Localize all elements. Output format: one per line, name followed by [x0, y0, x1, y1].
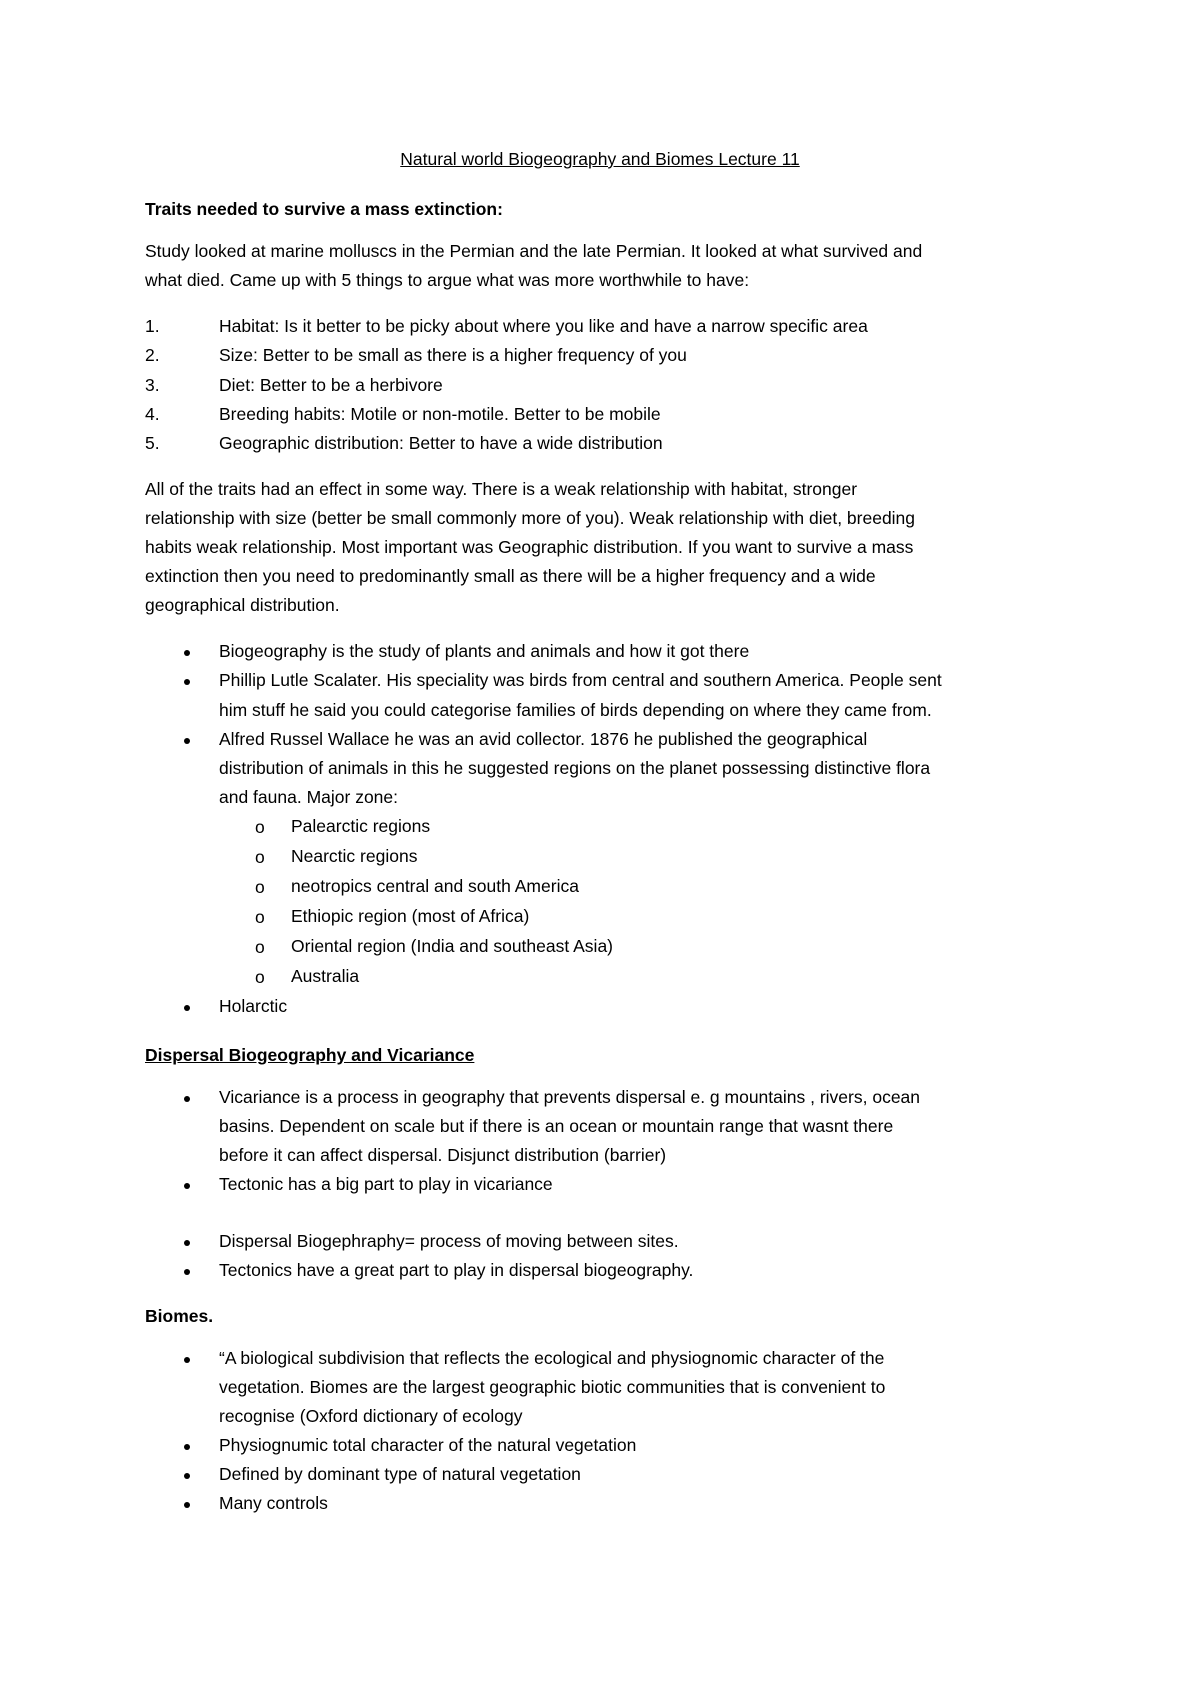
traits-heading: Traits needed to survive a mass extinction: [145, 199, 503, 219]
bullet-text: distribution of animals in this he suggested regions on the planet possessing distinctive flora [219, 758, 931, 778]
bullet-text: before it can affect dispersal. Disjunct distribution (barrier) [219, 1145, 667, 1165]
summary-line: All of the traits had an effect in some way. There is a weak relationship with habitat, stronger [145, 479, 858, 499]
bullet-text: vegetation. Biomes are the largest geographic biotic communities that is convenient to [219, 1377, 886, 1397]
bullet-text: him stuff he said you could categorise families of birds depending on where they came from. [219, 700, 932, 720]
bullet-text: Tectonics have a great part to play in dispersal biogeography. [219, 1260, 694, 1280]
item-text: Geographic distribution: Better to have a wide distribution [219, 433, 663, 453]
item-number: 4. [145, 404, 160, 424]
item-number: 1. [145, 316, 160, 336]
item-number: 5. [145, 433, 160, 453]
bullet-text: Holarctic [219, 996, 288, 1016]
item-number: 2. [145, 345, 160, 365]
bullet-text: Physiognumic total character of the natural vegetation [219, 1435, 637, 1455]
bullet-icon [184, 1005, 190, 1011]
bullet-icon [184, 738, 190, 744]
bullet-text: and fauna. Major zone: [219, 787, 399, 807]
sub-bullet-icon: o [255, 877, 265, 897]
bullet-text: basins. Dependent on scale but if there is an ocean or mountain range that wasnt there [219, 1116, 894, 1136]
zone-item: neotropics central and south America [291, 876, 579, 896]
bullet-icon [184, 1240, 190, 1246]
dispersal-heading: Dispersal Biogeography and Vicariance [145, 1045, 475, 1065]
summary-line: extinction then you need to predominantly small as there will be a higher frequency and a wide [145, 566, 876, 586]
bullet-icon [184, 650, 190, 656]
bullet-text: Alfred Russel Wallace he was an avid collector. 1876 he published the geographical [219, 729, 868, 749]
bullet-text: Many controls [219, 1493, 328, 1513]
bullet-text: Biogeography is the study of plants and animals and how it got there [219, 641, 750, 661]
bullet-icon [184, 1444, 190, 1450]
sub-bullet-icon: o [255, 937, 265, 957]
summary-line: relationship with size (better be small commonly more of you). Weak relationship with diet, breeding [145, 508, 916, 528]
zone-item: Australia [291, 966, 360, 986]
sub-bullet-icon: o [255, 817, 265, 837]
item-text: Size: Better to be small as there is a higher frequency of you [219, 345, 687, 365]
biomes-heading: Biomes. [145, 1306, 214, 1326]
sub-bullet-icon: o [255, 847, 265, 867]
bullet-text: Defined by dominant type of natural vegetation [219, 1464, 581, 1484]
intro-line: what died. Came up with 5 things to argue what was more worthwhile to have: [145, 270, 750, 290]
page-title: Natural world Biogeography and Biomes Lecture 11 [400, 149, 800, 169]
bullet-text: recognise (Oxford dictionary of ecology [219, 1406, 523, 1426]
bullet-text: Tectonic has a big part to play in vicariance [219, 1174, 553, 1194]
bullet-icon [184, 1269, 190, 1275]
item-text: Habitat: Is it better to be picky about where you like and have a narrow specific area [219, 316, 868, 336]
summary-line: habits weak relationship. Most important was Geographic distribution. If you want to survive a mass [145, 537, 914, 557]
bullet-icon [184, 1096, 190, 1102]
bullet-icon [184, 1357, 190, 1363]
bullet-icon [184, 1473, 190, 1479]
summary-line: geographical distribution. [145, 595, 340, 615]
item-text: Breeding habits: Motile or non-motile. Better to be mobile [219, 404, 661, 424]
zone-item: Oriental region (India and southeast Asia) [291, 936, 613, 956]
bullet-text: Dispersal Biogephraphy= process of moving between sites. [219, 1231, 679, 1251]
bullet-icon [184, 679, 190, 685]
zone-item: Palearctic regions [291, 816, 431, 836]
bullet-text: Phillip Lutle Scalater. His speciality was birds from central and southern America. People sent [219, 670, 942, 690]
bullet-icon [184, 1502, 190, 1508]
sub-bullet-icon: o [255, 907, 265, 927]
zone-item: Ethiopic region (most of Africa) [291, 906, 530, 926]
item-text: Diet: Better to be a herbivore [219, 375, 443, 395]
bullet-icon [184, 1183, 190, 1189]
bullet-text: Vicariance is a process in geography that prevents dispersal e. g mountains , rivers, ocean [219, 1087, 921, 1107]
zone-item: Nearctic regions [291, 846, 418, 866]
sub-bullet-icon: o [255, 967, 265, 987]
bullet-text: “A biological subdivision that reflects the ecological and physiognomic character of the [219, 1348, 885, 1368]
intro-line: Study looked at marine molluscs in the Permian and the late Permian. It looked at what survived and [145, 241, 923, 261]
item-number: 3. [145, 375, 160, 395]
